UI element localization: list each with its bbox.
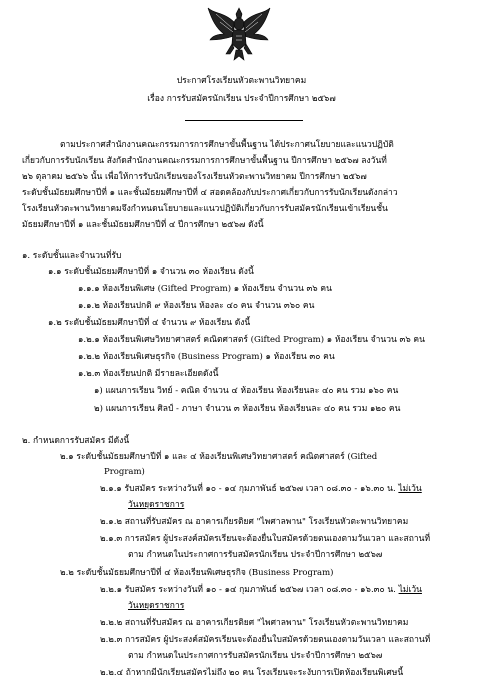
intro-line: โรงเรียนหัวตะพานวิทยาคมจึงกำหนดนโยบายและแนวปฏิบัติเกี่ยวกับการรับสมัครนักเรียนเข้าเรียนชั้น (22, 204, 388, 214)
list-item: ๒.๒.๒ สถานที่รับสมัคร ณ อาคารเกียรติยศ "ไพศาลพาน" โรงเรียนหัวตะพานวิทยาคม (100, 618, 409, 628)
list-item-continued: ตาม กำหนดในประกาศการรับสมัครนักเรียน ประจำปีการศึกษา ๒๕๖๗ (128, 550, 383, 560)
section-heading: ๑. ระดับชั้นและจำนวนที่รับ (22, 251, 122, 261)
subsection: ๑.๑ ระดับชั้นมัธยมศึกษาปีที่ ๑ จำนวน ๓๐ ห้องเรียน ดังนี้ (48, 267, 254, 277)
subsection: ๑.๒ ระดับชั้นมัธยมศึกษาปีที่ ๔ จำนวน ๙ ห้องเรียน ดังนี้ (48, 318, 251, 328)
list-item: ๒) แผนการเรียน ศิลป์ - ภาษา จำนวน ๓ ห้องเรียน ห้องเรียนละ ๔๐ คน รวม ๑๒๐ คน (94, 404, 401, 414)
list-item: ๒.๑.๓ การสมัคร ผู้ประสงค์สมัครเรียนจะต้องยื่นใบสมัครด้วยตนเองตามวันเวลา และสถานที่ (100, 534, 431, 544)
list-item (100, 585, 422, 596)
subsection: ๒.๑ ระดับชั้นมัธยมศึกษาปีที่ ๑ และ ๔ ห้องเรียนพิเศษวิทยาศาสตร์ คณิตศาสตร์ (Gifted (60, 452, 378, 462)
list-item: ๑) แผนการเรียน วิทย์ - คณิต จำนวน ๔ ห้องเรียน ห้องเรียนละ ๔๐ คน รวม ๑๖๐ คน (94, 386, 399, 396)
list-item-text: ๒.๑.๑ รับสมัคร ระหว่างวันที่ ๑๐ - ๑๔ กุมภาพันธ์ ๒๕๖๗ เวลา ๐๘.๓๐ - ๑๖.๓๐ น. (100, 484, 396, 494)
list-item: ๑.๒.๓ ห้องเรียนปกติ มีรายละเอียดดังนี้ (78, 369, 219, 379)
list-item: ๑.๑.๑ ห้องเรียนพิเศษ (Gifted Program) ๑ ห้องเรียน จำนวน ๓๖ คน (78, 284, 332, 294)
underlined-text: วันหยุดราชการ (128, 500, 185, 510)
list-item-text: ๒.๒.๑ รับสมัคร ระหว่างวันที่ ๑๐ - ๑๔ กุมภาพันธ์ ๒๕๖๗ เวลา ๐๘.๓๐ - ๑๖.๓๐ น. (100, 585, 396, 595)
list-item-continued: ตาม กำหนดในประกาศการรับสมัครนักเรียน ประจำปีการศึกษา ๒๕๖๗ (128, 651, 383, 661)
list-item: ๒.๒.๔ ถ้าหากมีนักเรียนสมัครไม่ถึง ๒๐ คน โรงเรียนจะระงับการเปิดห้องเรียนพิเศษนี้ (100, 668, 404, 678)
intro-line: ระดับชั้นมัธยมศึกษาปีที่ ๑ และชั้นมัธยมศึกษาปีที่ ๔ สอดคล้องกับประกาศเกี่ยวกับการรับนักเรียนดังกล่าว (22, 188, 398, 198)
list-item: ๒.๒.๓ การสมัคร ผู้ประสงค์สมัครเรียนจะต้องยื่นใบสมัครด้วยตนเองตามวันเวลา และสถานที่ (100, 635, 431, 645)
list-item: ๑.๑.๒ ห้องเรียนปกติ ๙ ห้องเรียน ห้องละ ๔๐ คน จำนวน ๓๖๐ คน (78, 301, 315, 311)
intro-line: มัธยมศึกษาปีที่ ๑ และชั้นมัธยมศึกษาปีที่ ๔ ปีการศึกษา ๒๕๖๗ ดังนี้ (22, 220, 264, 230)
section-heading: ๒. กำหนดการรับสมัคร มีดังนี้ (22, 436, 130, 446)
announcement-subject: เรื่อง การรับสมัครนักเรียน ประจำปีการศึกษา ๒๕๖๗ (147, 94, 336, 104)
underlined-text: ไม่เว้น (398, 585, 422, 595)
garuda-emblem-icon (206, 4, 272, 64)
list-item (100, 484, 422, 495)
list-item: ๑.๒.๒ ห้องเรียนพิเศษธุรกิจ (Business Program) ๑ ห้องเรียน ๓๐ คน (78, 352, 335, 362)
announcement-title: ประกาศโรงเรียนหัวตะพานวิทยาคม (176, 76, 307, 86)
subsection: ๒.๒ ระดับชั้นมัธยมศึกษาปีที่ ๔ ห้องเรียนพิเศษธุรกิจ (Business Program) (60, 568, 334, 578)
header-divider (185, 120, 303, 121)
subsection-continued: Program) (104, 467, 145, 477)
intro-line: ตามประกาศสำนักงานคณะกรรมการการศึกษาขั้นพื้นฐาน ได้ประกาศนโยบายและแนวปฏิบัติ (60, 140, 394, 150)
underlined-text: ไม่เว้น (398, 484, 422, 494)
list-item: ๒.๑.๒ สถานที่รับสมัคร ณ อาคารเกียรติยศ "ไพศาลพาน" โรงเรียนหัวตะพานวิทยาคม (100, 517, 409, 527)
list-item: ๑.๒.๑ ห้องเรียนพิเศษวิทยาศาสตร์ คณิตศาสตร์ (Gifted Program) ๑ ห้องเรียน จำนวน ๓๖ คน (78, 335, 425, 345)
underlined-text: วันหยุดราชการ (128, 601, 185, 611)
intro-line: ๒๖ ตุลาคม ๒๕๖๖ นั้น เพื่อให้การรับนักเรียนของโรงเรียนหัวตะพานวิทยาคม ปีการศึกษา ๒๕๖๗ (22, 172, 367, 182)
intro-line: เกี่ยวกับการรับนักเรียน สังกัดสำนักงานคณะกรรมการการศึกษาขั้นพื้นฐาน ปีการศึกษา ๒๕๖๗ ลงวันที่ (22, 156, 387, 166)
